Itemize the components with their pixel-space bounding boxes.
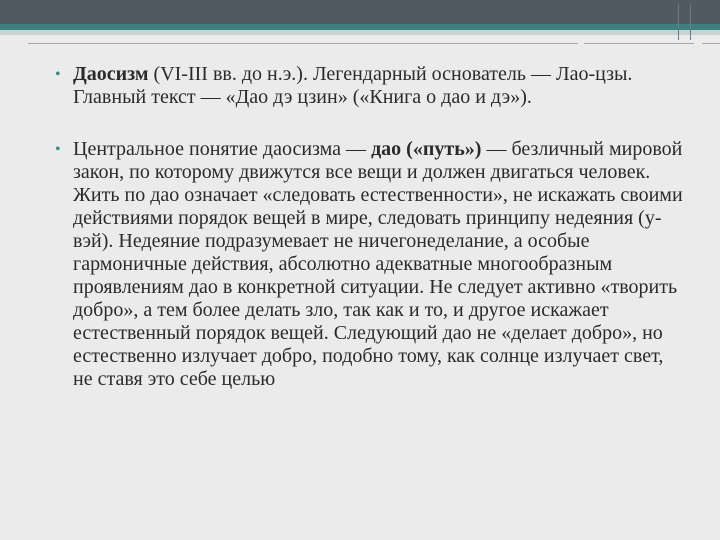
header-light-stripe [0,30,720,35]
bullet-text [73,63,685,109]
divider-line [584,43,694,44]
bullet-term: Даосизм [73,63,149,85]
bullet-icon: • [55,141,61,158]
bullet-body: — безличный мировой закон, по которому движутся все вещи и должен двигаться человек. Жить по дао означает «следовать естественности», не искажать своими действиями порядок вещей в мире, следовать принципу недеяния (у-вэй). Недеяние подразумевает не ничегонеделание, а особые гармоничные действия, абсолютно адекватные многообразным проявлениям дао в конкретной ситуации. Не следует активно «творить добро», а тем более делать зло, так как и то, и другое искажает естественный порядок вещей. Следующий дао не «делает добро», но естественно излучает добро, подобно тому, как солнце излучает свет, не ставя это себе целью [73,138,683,390]
bullet-body: (VI-III вв. до н.э.). Легендарный основатель — Лао-цзы. Главный текст — «Дао дэ цзин» («Книга о дао и дэ»). [73,63,633,108]
corner-decoration [690,4,691,40]
header-band [0,0,720,24]
divider-line [28,43,578,44]
bullet-text [73,138,685,391]
bullet-body: Центральное понятие даосизма — [73,138,372,160]
slide-content [55,63,685,391]
bullet-term: дао («путь») [371,138,482,160]
bullet-item [55,138,685,391]
bullet-icon: • [55,66,61,83]
bullet-item [55,63,685,109]
divider-line [702,43,720,44]
corner-decoration [678,4,679,40]
